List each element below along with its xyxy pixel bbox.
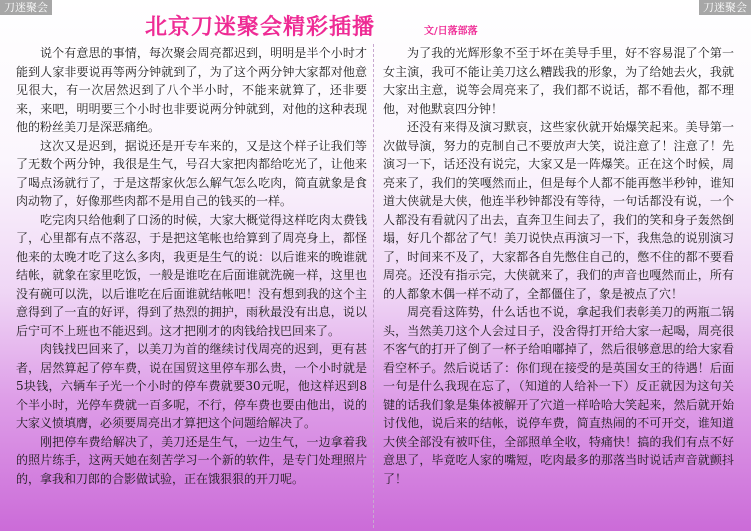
- paragraph: 这次又是迟到，据说还是开专车来的，又是这个样子让我们等了无数个两分钟，我很是生气，号召大家把肉都给吃光了，让他来了喝点汤就行了，于是这帮家伙怎么解气怎么吃肉，简直就象是食肉动物了，好像那些肉都不是用自己的钱买的一样。: [16, 138, 367, 208]
- paragraph: 刚把停车费给解决了，美刀还是生气，一边生气，一边拿着我的照片练手，这两天她在刻苦学习一个新的软件，是专门处理照片的，拿我和刀郎的合影做试验，正在饿狠狠的开刀呢。: [16, 434, 367, 486]
- corner-tag-left: 刀迷聚会: [0, 0, 52, 15]
- paragraph: 说个有意思的事情，每次聚会周亮都迟到，明明是半个小时才能到人家非要说再等两分钟就到了，为了这个两分钟大家都对他意见很大，有一次居然迟到了八个半小时，不能来就算了，还非要来，来吧，明明要三个小时也非要说两分钟就到，对他的这种表现他的粉丝美刀是深恶痛绝。: [16, 46, 367, 134]
- paragraph: 周亮看这阵势，什么话也不说，拿起我们表彰美刀的两瓶二锅头，当然美刀这个人会过日子，没舍得打开给大家一起喝，周亮很不客气的打开了倒了一杯子给咱嘟掉了，然后很够意思的给大家看看空杯子。然后说话了：你们现在接受的是英国女王的待遇！后面一句是什么我现在忘了，（知道的人给补一下）反正就因为这句关键的话我们象是集体被解开了穴道一样哈哈大笑起来，然后就开始讨伐他，说后来的结帐，说停车费，简直热闹的不可开交，谁知道大侠全部没有被吓住，全部照单全收，特痛快！搞的我们有点不好意思了，毕竟吃人家的嘴短，吃肉最多的那落当时说话声音就颤抖了！: [383, 305, 734, 486]
- left-column: [16, 44, 367, 528]
- paragraph: 肉钱找巴回来了，以美刀为首的继续讨伐周亮的迟到，更有甚者，居然算起了停车费，说在国贸这里停车那么贵，一个小时就是5块钱，六辆车子光一个小时的停车费就要30元呢，他这样迟到8个半小时，光停车费就一百多呢，不行，停车费也要由他出，说的大家义愤填膺，必须要周亮出才算把这个问题给解决了。: [16, 342, 367, 430]
- paragraph: 还没有来得及演习默哀，这些家伙就开始爆笑起来。美导第一次做导演，努力的克制自己不要放声大笑，说注意了！注意了！先演习一下，话还没有说完，大家又是一阵爆笑。正在这个时候，周亮来了，我们的笑嘎然而止，但是每个人都不能再憋半秒钟，谁知道大侠就是大侠，他连半秒钟都没有等待，一句话都没有说，一个人都没有看就闪了出去，直奔卫生间去了，我们的笑和身子轰然倒塌，好几个都岔了气！美刀说快点再演习一下，我焦急的说别演习了，时间来不及了，大家都各自先憋住自己的，憋不住的都不要看周亮。还没有指示完，大侠就来了，我们的声音也嘎然而止，所有的人都象木偶一样不动了，全都僵住了，象是被点了穴！: [383, 120, 734, 301]
- author-byline: 文/日落部落: [424, 26, 478, 37]
- page-title: 北京刀迷聚会精彩插播: [145, 15, 376, 40]
- paragraph: 吃完肉只给他剩了口汤的时候，大家大概觉得这样吃肉太费钱了，心里都有点不落忍，于是把这笔帐也给算到了周亮身上，都怪他来的太晚才吃了这么多肉，我更是生气的说：以后谁来的晚谁就结帐，就象在家里吃饭，一般是谁吃在后面谁就洗碗一样，这里也没有碗可以洗，以后谁吃在后面谁就结帐吧！没有想到我的这个主意得到了一直的好评，得到了热烈的拥护，雨秋最没有出息，说以后宁可不上班也不能迟到。这才把刚才的肉钱给找巴回来了。: [16, 212, 367, 338]
- column-divider: [373, 44, 375, 528]
- header: [0, 10, 751, 40]
- paragraph: 为了我的光辉形象不至于坏在美导手里，好不容易混了个第一女主演，我可不能让美刀这么糟践我的形象，为了给她去火，我就大家出主意，说等会周亮来了，我们都不说话，都不看他，都不理他，对他默哀四分钟！: [383, 46, 734, 116]
- corner-tag-right: 刀迷聚会: [699, 0, 751, 15]
- right-column: [383, 44, 734, 528]
